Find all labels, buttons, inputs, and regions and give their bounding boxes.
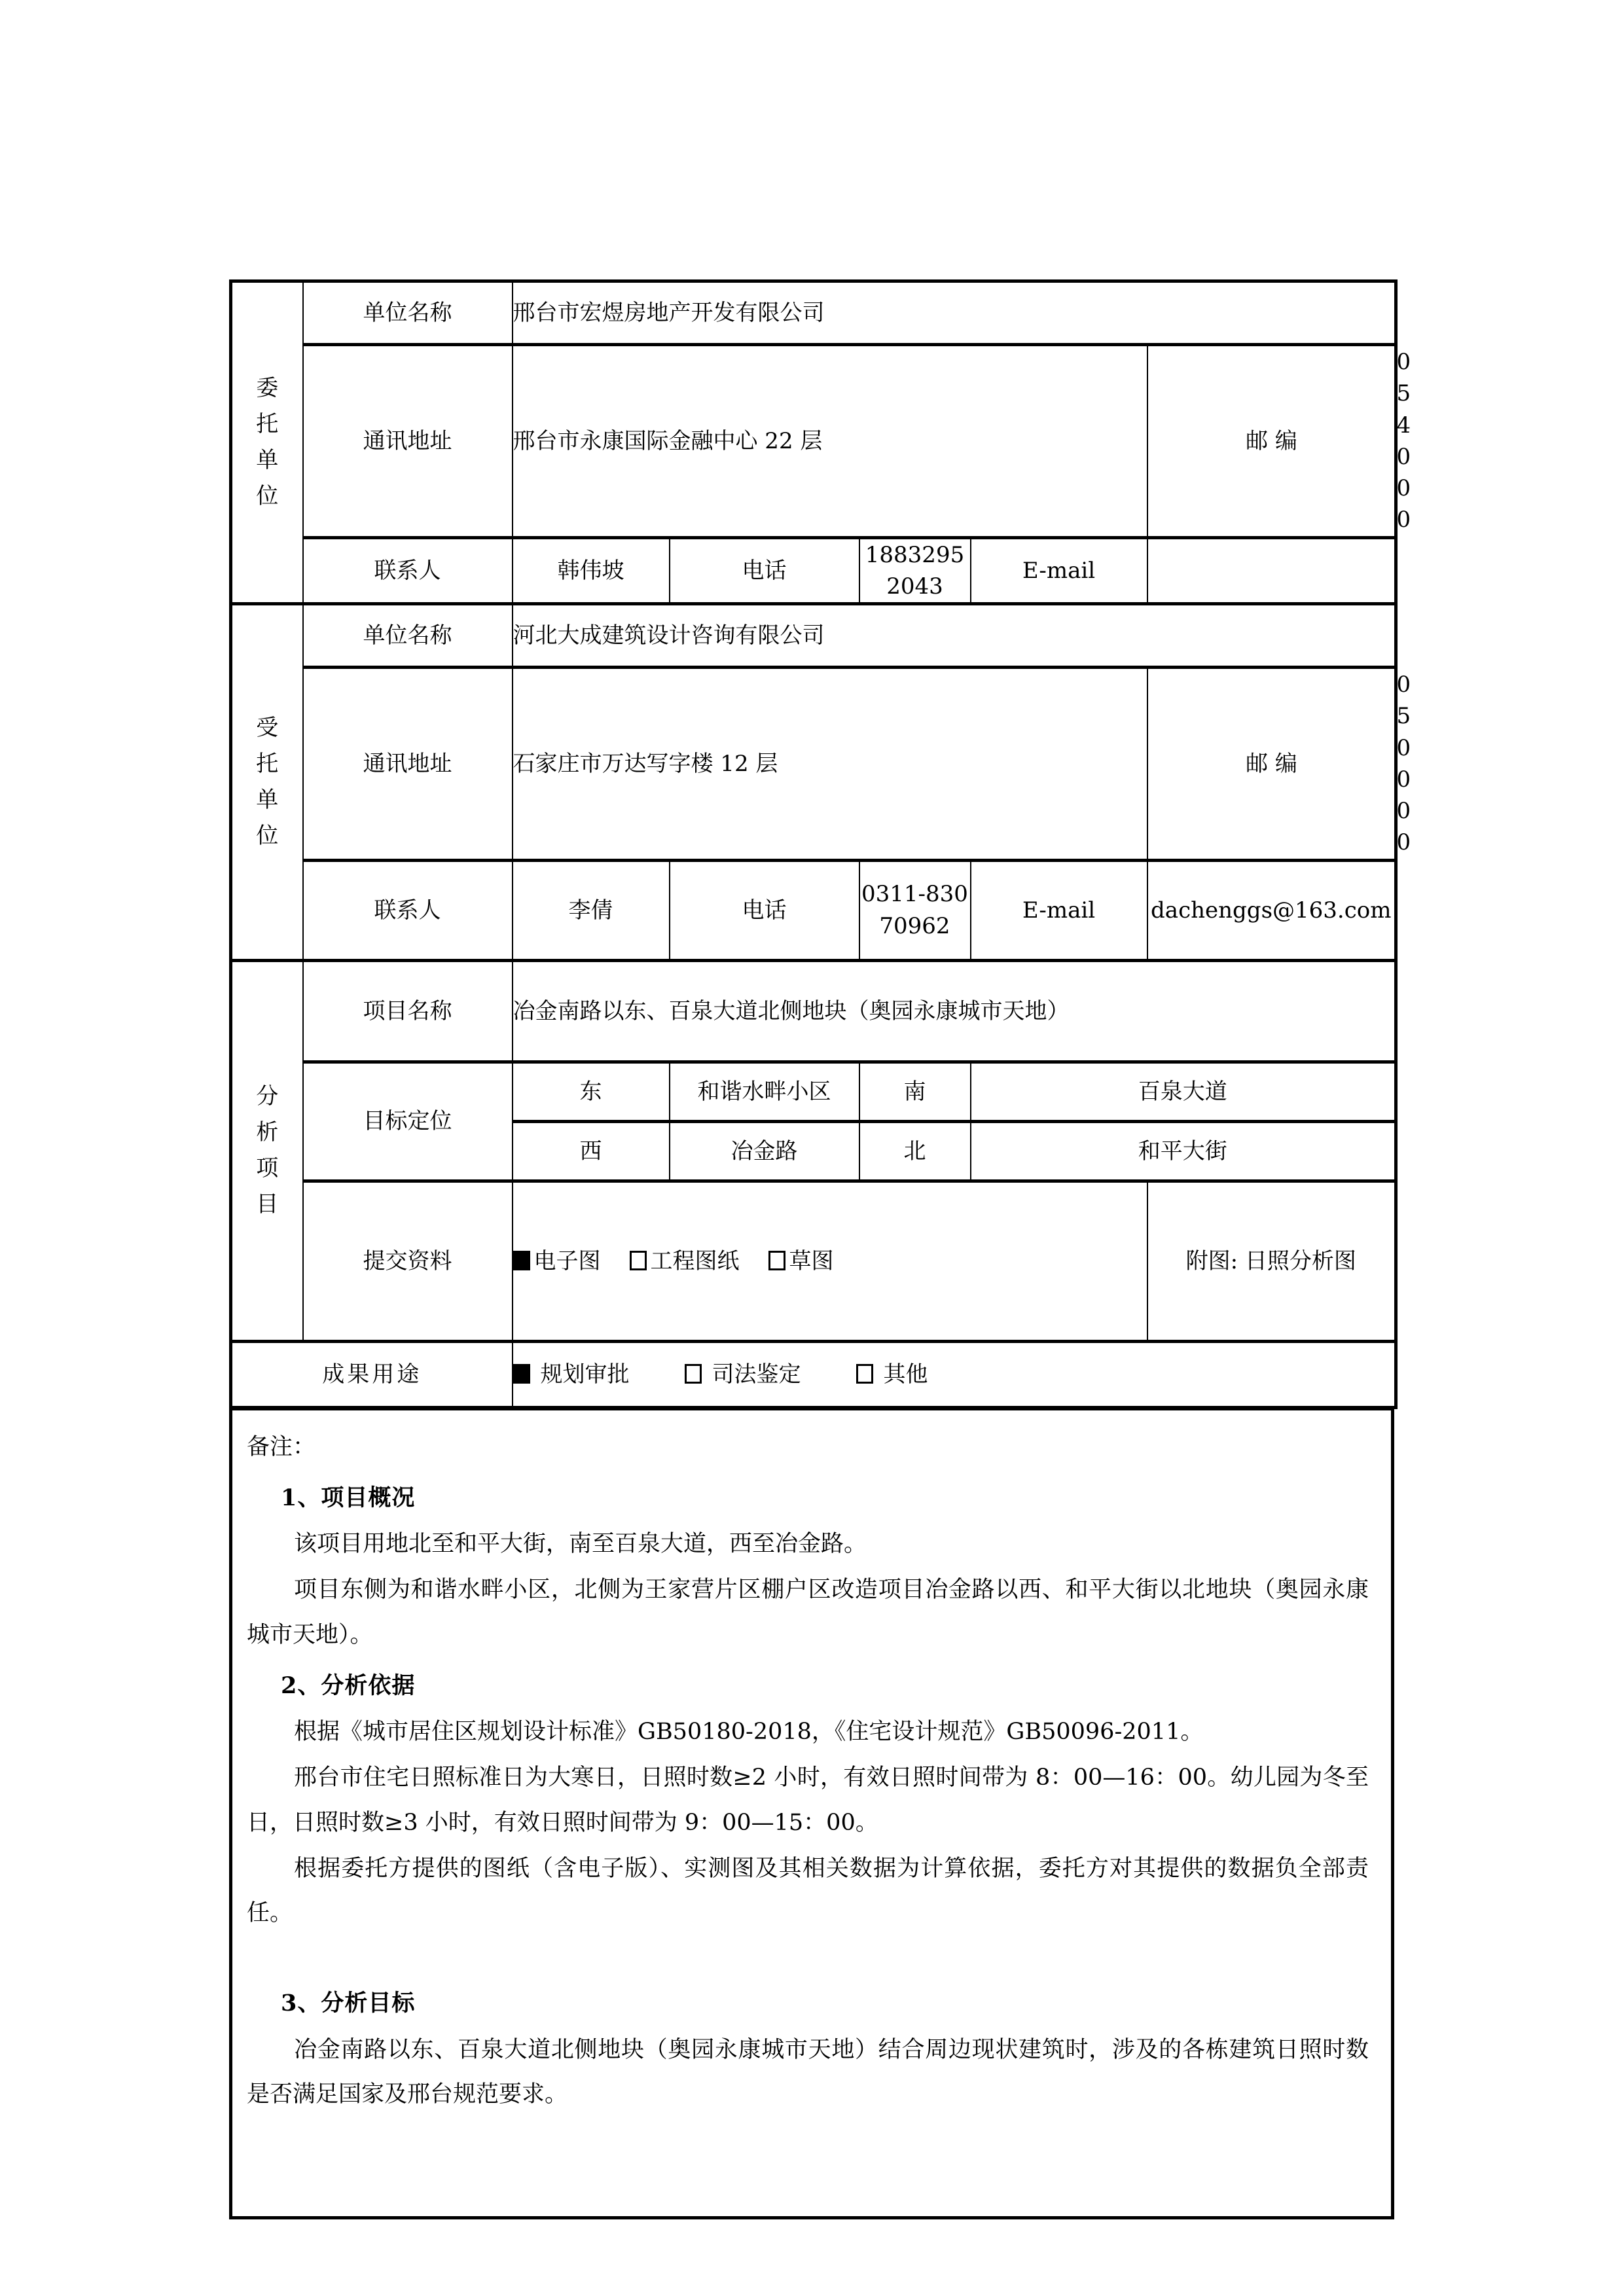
group-label-analysis	[231, 960, 303, 1341]
group-label-char: 单	[256, 786, 279, 813]
group-label-contractor	[231, 604, 303, 961]
group-label-char: 项	[256, 1155, 279, 1182]
table-row	[231, 604, 1396, 668]
group-label-char: 托	[256, 410, 279, 437]
checkbox-option-sketch[interactable]	[768, 1246, 834, 1277]
checkbox-label: 司法鉴定	[712, 1361, 801, 1388]
direction-south: 南	[859, 1062, 971, 1121]
group-label-char: 分	[256, 1083, 279, 1110]
checkbox-label: 电子图	[533, 1247, 601, 1274]
field-label-submitted-materials: 提交资料	[303, 1181, 513, 1341]
group-label-char: 析	[256, 1119, 279, 1146]
table-row: 通讯地址 邢台市永康国际金融中心 22 层 邮 编 054000	[231, 345, 1396, 538]
notes-title: 备注：	[247, 1433, 316, 1460]
group-label-client	[231, 281, 303, 604]
checkbox-label: 草图	[789, 1247, 834, 1274]
notes-paragraph: 根据《城市居住区规划设计标准》GB50180-2018，《住宅设计规范》GB50096-2011。	[294, 1719, 1204, 1746]
field-value-contact-2[interactable]: 李倩	[513, 860, 670, 960]
field-label-contact: 联系人	[303, 537, 513, 604]
checkbox-option-other[interactable]	[856, 1359, 928, 1390]
result-usage-options	[513, 1341, 1396, 1407]
table-row	[231, 1341, 1396, 1407]
field-label-company-name-2: 单位名称	[303, 604, 513, 668]
field-label-email: E-mail	[971, 537, 1147, 604]
field-label-address-2: 通讯地址	[303, 668, 513, 861]
field-label-address: 通讯地址	[303, 345, 513, 538]
group-label-char: 位	[256, 823, 279, 849]
group-label-char: 单	[256, 447, 279, 474]
spacer	[247, 1937, 1369, 1975]
direction-west: 西	[513, 1121, 670, 1181]
checkbox-empty-icon[interactable]	[768, 1251, 785, 1270]
direction-north: 北	[859, 1121, 971, 1181]
field-label-result-usage: 成果用途	[231, 1341, 513, 1407]
direction-east: 东	[513, 1062, 670, 1121]
boundary-west[interactable]: 冶金路	[670, 1121, 859, 1181]
field-label-project-name: 项目名称	[303, 960, 513, 1062]
checkbox-filled-icon[interactable]	[513, 1364, 530, 1384]
commission-form	[229, 279, 1411, 2219]
field-label-phone-2: 电话	[670, 860, 859, 960]
checkbox-option-electronic-drawing[interactable]	[513, 1246, 601, 1277]
table-row	[231, 860, 1396, 960]
boundary-east[interactable]: 和谐水畔小区	[670, 1062, 859, 1121]
table-row	[231, 1062, 1396, 1121]
field-value-email-2[interactable]: dachenggs@163.com	[1147, 860, 1396, 960]
group-label-char: 受	[256, 714, 279, 741]
notes-paragraph: 项目东侧为和谐水畔小区，北侧为王家营片区棚户区改造项目冶金路以西、和平大街以北地块（奥园永康城市天地）。	[247, 1577, 1369, 1648]
checkbox-label: 工程图纸	[650, 1247, 740, 1274]
group-label-char: 托	[256, 750, 279, 777]
field-label-postcode: 邮 编	[1147, 345, 1396, 538]
notes-paragraph: 该项目用地北至和平大街，南至百泉大道，西至冶金路。	[294, 1531, 867, 1558]
commission-table	[229, 279, 1411, 1409]
notes-paragraph: 邢台市住宅日照标准日为大寒日，日照时数≥2 小时，有效日照时间带为 8：00—16：00。幼儿园为冬至日，日照时数≥3 小时，有效日照时间带为 9：00—15：00。	[247, 1765, 1369, 1836]
notes-block	[229, 1409, 1394, 2220]
checkbox-empty-icon[interactable]	[856, 1364, 873, 1384]
group-label-char: 目	[256, 1191, 279, 1218]
checkbox-option-judicial-appraisal[interactable]	[685, 1359, 801, 1390]
field-label-target-position: 目标定位	[303, 1062, 513, 1181]
boundary-north[interactable]: 和平大街	[971, 1121, 1396, 1181]
field-value-phone-2[interactable]: 0311-83070962	[859, 860, 971, 960]
table-row: 通讯地址 石家庄市万达写字楼 12 层 邮 编 050000	[231, 668, 1396, 861]
attachment-note: 附图: 日照分析图	[1147, 1181, 1396, 1341]
checkbox-option-engineering-drawing[interactable]	[630, 1246, 740, 1277]
table-row	[231, 281, 1396, 345]
field-value-address[interactable]: 邢台市永康国际金融中心 22 层	[513, 345, 1147, 538]
field-label-contact-2: 联系人	[303, 860, 513, 960]
field-label-company-name: 单位名称	[303, 281, 513, 345]
group-label-char: 委	[256, 374, 279, 401]
notes-section-heading-3: 3、分析目标	[281, 1990, 416, 2017]
field-value-contact[interactable]: 韩伟坡	[513, 537, 670, 604]
checkbox-label: 其他	[883, 1361, 928, 1388]
notes-section-heading-1: 1、项目概况	[281, 1484, 416, 1511]
notes-paragraph: 冶金南路以东、百泉大道北侧地块（奥园永康城市天地）结合周边现状建筑时，涉及的各栋建筑日照时数是否满足国家及邢台规范要求。	[247, 2036, 1369, 2108]
field-label-phone: 电话	[670, 537, 859, 604]
checkbox-label: 规划审批	[540, 1361, 630, 1388]
field-label-postcode-2: 邮 编	[1147, 668, 1396, 861]
checkbox-filled-icon[interactable]	[513, 1251, 530, 1270]
table-row	[231, 960, 1396, 1062]
submitted-materials-options	[513, 1181, 1147, 1341]
checkbox-option-planning-approval[interactable]	[513, 1359, 630, 1390]
group-label-char: 位	[256, 483, 279, 510]
field-value-phone[interactable]: 18832952043	[859, 537, 971, 604]
field-value-company-name-2[interactable]: 河北大成建筑设计咨询有限公司	[513, 604, 1396, 668]
field-value-address-2[interactable]: 石家庄市万达写字楼 12 层	[513, 668, 1147, 861]
boundary-south[interactable]: 百泉大道	[971, 1062, 1396, 1121]
field-label-email-2: E-mail	[971, 860, 1147, 960]
field-value-email[interactable]	[1147, 537, 1396, 604]
field-value-company-name[interactable]: 邢台市宏煜房地产开发有限公司	[513, 281, 1396, 345]
checkbox-empty-icon[interactable]	[630, 1251, 647, 1270]
table-row	[231, 1181, 1396, 1341]
table-row	[231, 537, 1396, 604]
field-value-project-name[interactable]: 冶金南路以东、百泉大道北侧地块（奥园永康城市天地）	[513, 960, 1396, 1062]
notes-section-heading-2: 2、分析依据	[281, 1672, 416, 1699]
checkbox-empty-icon[interactable]	[685, 1364, 702, 1384]
notes-paragraph: 根据委托方提供的图纸（含电子版）、实测图及其相关数据为计算依据，委托方对其提供的数据负全部责任。	[247, 1855, 1369, 1927]
